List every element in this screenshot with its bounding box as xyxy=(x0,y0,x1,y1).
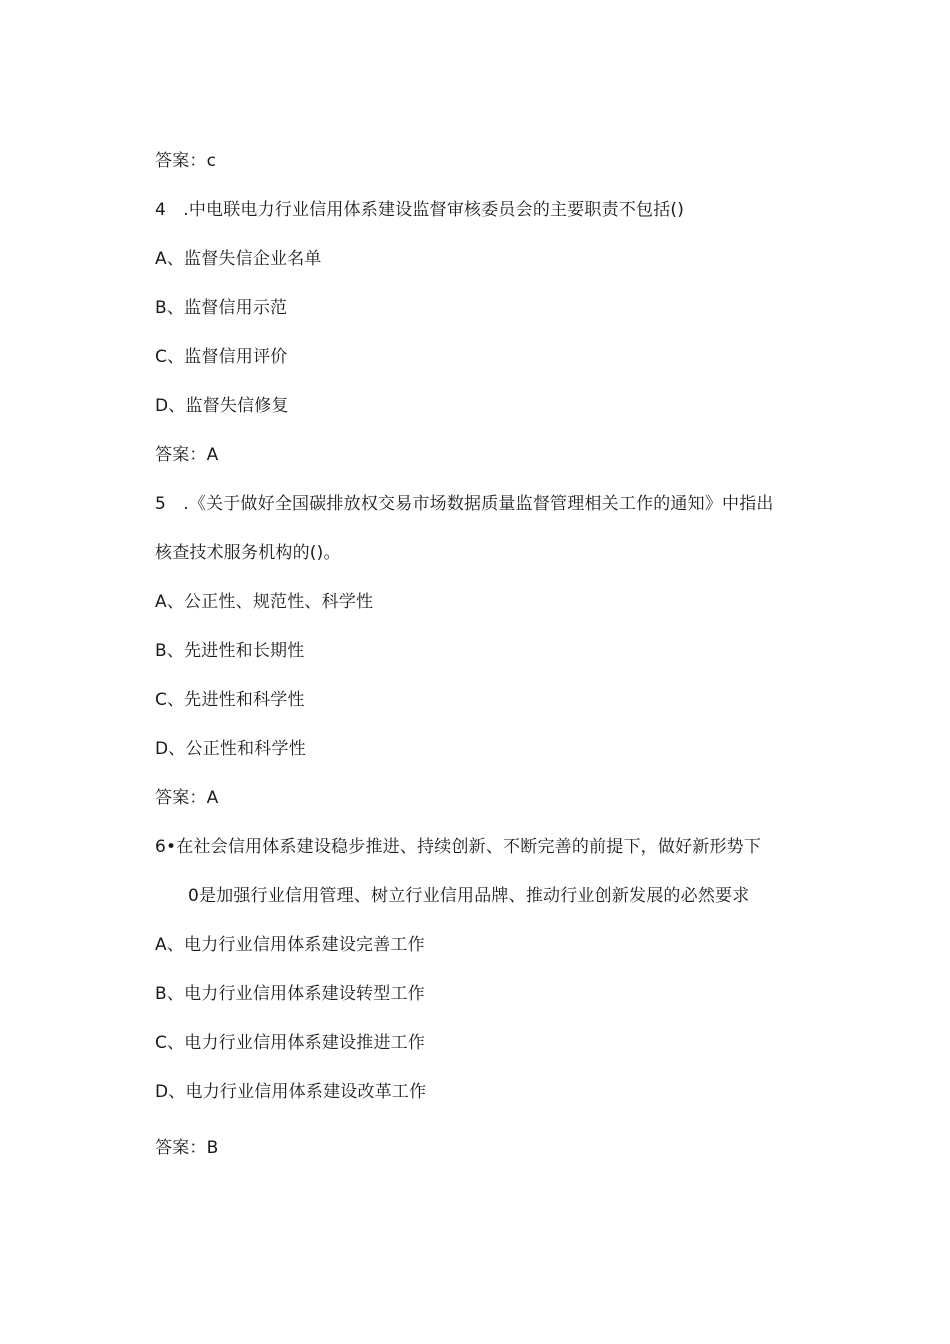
question-5-option-a: A、公正性、规范性、科学性 xyxy=(155,592,374,612)
question-5-option-d: D、公正性和科学性 xyxy=(155,739,306,759)
question-5-text-line2: 核查技术服务机构的()。 xyxy=(155,543,341,563)
answer-q5: 答案：A xyxy=(155,788,219,808)
question-5-option-c: C、先进性和科学性 xyxy=(155,690,305,710)
question-4-option-c: C、监督信用评价 xyxy=(155,347,288,367)
question-6-text-line2: 0是加强行业信用管理、树立行业信用品牌、推动行业创新发展的必然要求 xyxy=(188,886,750,906)
question-4-option-a: A、监督失信企业名单 xyxy=(155,249,322,269)
question-6-text-line1: 6•在社会信用体系建设稳步推进、持续创新、不断完善的前提下，做好新形势下 xyxy=(155,837,762,857)
question-4-option-b: B、监督信用示范 xyxy=(155,298,288,318)
question-4-option-d: D、监督失信修复 xyxy=(155,396,289,416)
question-6-option-d: D、电力行业信用体系建设改革工作 xyxy=(155,1082,427,1102)
question-6-option-c: C、电力行业信用体系建设推进工作 xyxy=(155,1033,426,1053)
question-5-text-line1: 5 .《关于做好全国碳排放权交易市场数据质量监督管理相关工作的通知》中指出 xyxy=(155,494,774,514)
question-4-text: 4 .中电联电力行业信用体系建设监督审核委员会的主要职责不包括() xyxy=(155,200,685,220)
question-6-option-a: A、电力行业信用体系建设完善工作 xyxy=(155,935,425,955)
question-5-option-b: B、先进性和长期性 xyxy=(155,641,305,661)
answer-q6: 答案：B xyxy=(155,1138,219,1158)
answer-q3: 答案：c xyxy=(155,151,217,171)
question-6-option-b: B、电力行业信用体系建设转型工作 xyxy=(155,984,425,1004)
answer-q4: 答案：A xyxy=(155,445,219,465)
